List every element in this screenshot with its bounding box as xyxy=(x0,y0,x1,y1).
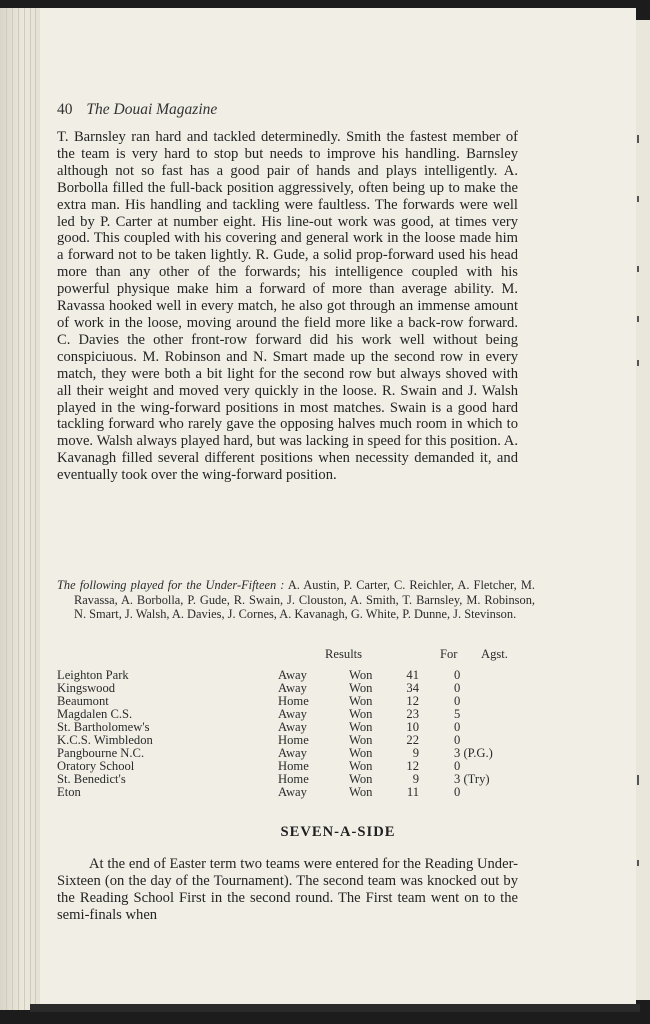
points-for: 34 xyxy=(406,681,419,695)
played-list-names: A. Austin, P. Carter, C. Reichler, A. Fletcher, M. Ravassa, A. Borbolla, P. Gude, R. Swain, J. Clouston, A. Smith, T. Barnsley, M. Robinson, N. Smart, J. Walsh, A. Davies, J. Cornes, A. Kavanagh, G. White, P. Dunne, J. Stevinson. xyxy=(74,578,535,622)
points-for: 12 xyxy=(406,694,419,708)
points-against: 0 xyxy=(454,668,461,682)
page-bottom-edge xyxy=(30,1004,640,1012)
points-against: 0 xyxy=(454,681,461,695)
venue: Away xyxy=(278,707,307,721)
team-name: K.C.S. Wimbledon xyxy=(57,733,153,747)
body-paragraph: T. Barnsley ran hard and tackled determinedly. Smith the fastest member of the team is very hard to stop but needs to improve his handling. Barnsley although not so fast has a good pair of hands and plays intelligently. A. Borbolla filled the full-back position aggressively, often being up to make the extra man. His handling and tackling were faultless. The forwards were well led by P. Carter at number eight. His line-out work was good, at times very good. This coupled with his covering and general work in the loose made him a forward not to be taken lightly. R. Gude, a solid prop-forward used his head more than any other of the forwards; his intelligence coupled with his powerful physique make him a forward of more than average ability. M. Ravassa hooked well in every match, he also got through an immense amount of work in the loose, moving around the field more like a back-row forward. C. Davies the other front-row forward did his work well without being conspiciuous. M. Robinson and N. Smart made up the second row in every match, they were both a bit light for the second row but always shoved with all their weight and moved very quickly in the loose. R. Swain and J. Walsh played in the wing-forward positions in most matches. Swain is a good hard tackling forward who rarely gave the opposing halves much room in which to move. Walsh always played hard, but was lacking in speed for this position. A. Kavanagh filled several different positions when necessity demanded it, and eventually took over the wing-forward position. xyxy=(57,129,518,484)
played-list-lead: The following played for the Under-Fifteen : xyxy=(57,578,285,592)
played-list xyxy=(57,578,535,622)
venue: Away xyxy=(278,668,307,682)
agst-header: Agst. xyxy=(481,647,508,661)
result: Won xyxy=(349,681,373,695)
team-name: St. Benedict's xyxy=(57,772,126,786)
team-name: Oratory School xyxy=(57,759,135,773)
results-header: Results xyxy=(325,647,363,661)
result: Won xyxy=(349,746,373,760)
team-name: Beaumont xyxy=(57,694,109,708)
team-name: Magdalen C.S. xyxy=(57,707,133,721)
points-for: 22 xyxy=(406,733,419,747)
venue: Away xyxy=(278,785,307,799)
result: Won xyxy=(349,694,373,708)
team-name: Pangbourne N.C. xyxy=(57,746,145,760)
venue: Away xyxy=(278,720,307,734)
points-against: 0 xyxy=(454,720,461,734)
points-for: 9 xyxy=(412,772,419,786)
page-number: 40 xyxy=(57,101,73,118)
points-for: 10 xyxy=(406,720,419,734)
venue: Home xyxy=(278,759,309,773)
result: Won xyxy=(349,733,373,747)
points-for: 11 xyxy=(406,785,419,799)
result: Won xyxy=(349,668,373,682)
result: Won xyxy=(349,785,373,799)
points-against: 3 (Try) xyxy=(454,772,490,786)
result: Won xyxy=(349,707,373,721)
team-name: St. Bartholomew's xyxy=(57,720,150,734)
points-for: 41 xyxy=(406,668,419,682)
section-title: SEVEN-A-SIDE xyxy=(280,824,396,840)
points-against: 0 xyxy=(454,694,461,708)
points-against: 0 xyxy=(454,759,461,773)
running-header xyxy=(57,101,217,119)
venue: Away xyxy=(278,746,307,760)
team-name: Kingswood xyxy=(57,681,116,695)
points-against: 0 xyxy=(454,733,461,747)
points-for: 9 xyxy=(412,746,419,760)
section-paragraph: At the end of Easter term two teams were entered for the Reading Under-Sixteen (on the day of the Tournament). The second team was knocked out by the Reading School First in the second round. The First team went on to the semi-finals when xyxy=(57,856,518,923)
team-name: Leighton Park xyxy=(57,668,129,682)
points-against: 3 (P.G.) xyxy=(454,746,493,760)
venue: Away xyxy=(278,681,307,695)
points-against: 0 xyxy=(454,785,461,799)
venue: Home xyxy=(278,772,309,786)
venue: Home xyxy=(278,733,309,747)
result: Won xyxy=(349,720,373,734)
venue: Home xyxy=(278,694,309,708)
points-for: 23 xyxy=(406,707,419,721)
points-for: 12 xyxy=(406,759,419,773)
points-against: 5 xyxy=(454,707,461,721)
magazine-title: The Douai Magazine xyxy=(86,101,218,118)
book-spine-pages xyxy=(0,8,41,1010)
team-name: Eton xyxy=(57,785,81,799)
result: Won xyxy=(349,759,373,773)
result: Won xyxy=(349,772,373,786)
next-page-edge xyxy=(636,20,650,1000)
for-header: For xyxy=(440,647,458,661)
